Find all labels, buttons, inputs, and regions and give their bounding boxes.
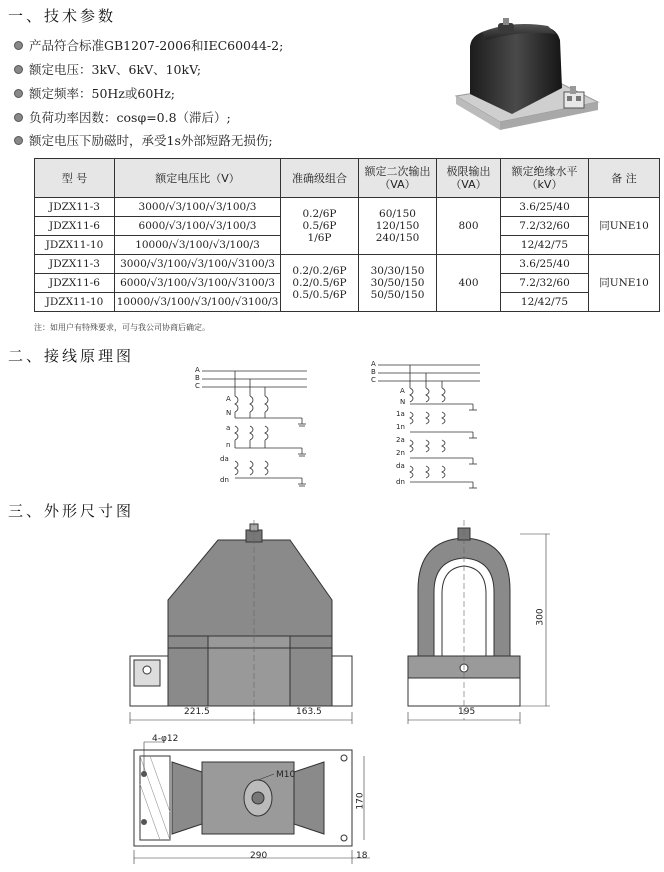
bullet-item: 产品符合标准GB1207-2006和IEC60044-2; [14,36,283,54]
table-note: 注：如用户有特殊要求，可与我公司协商后确定。 [34,323,210,332]
dim-plan-offset: 18 [356,851,368,861]
product-photo [452,18,602,134]
plan-view-drawing [124,732,374,868]
terminal-label: N [226,409,232,417]
terminal-label: 1n [396,423,405,431]
bullet-dot-icon [14,113,23,122]
wiring-diagram-right [368,360,488,492]
dim-side-width: 195 [458,707,476,717]
section-dims-title: 三、外形尺寸图 [8,502,135,520]
header-model: 型 号 [35,159,115,198]
bullet-item: 额定频率：50Hz或60Hz; [14,84,175,102]
terminal-label: a [226,424,231,432]
terminal-label: n [226,441,231,449]
table-row: JDZX11-3 3000/√3/100/√3/100/√3100/3 0.2/0.2/6P 0.2/0.5/6P 0.5/0.5/6P 30/30/150 30/50/150 50/50/150 400 3.6/25/40 同UNE10 [35,255,660,274]
phase-labels-left: A B C [195,366,200,390]
terminal-label: da [396,462,405,470]
phase-labels-right: A B C [371,360,376,384]
terminal-label: da [220,455,229,463]
header-limit: 极限输出（VA） [437,159,501,198]
bullet-dot-icon [14,41,23,50]
header-remark: 备 注 [589,159,660,198]
table-row: JDZX11-10 10000/√3/100/√3/100/√3100/3 12/42/75 [35,293,660,312]
section-wiring-title: 二、接线原理图 [8,347,135,365]
front-view-drawing [120,520,360,730]
terminal-label: dn [220,476,229,484]
dim-hole-spec: 4-φ12 [152,734,179,744]
table-row: JDZX11-3 3000/√3/100/√3/100/3 0.2/6P 0.5/6P 1/6P 60/150 120/150 240/150 800 3.6/25/40 同UNE10 [35,198,660,217]
terminal-label: dn [396,478,405,486]
wiring-diagram-left [192,366,312,494]
bullet-item: 额定电压下励磁时，承受1s外部短路无损伤; [14,131,273,149]
header-secondary: 额定二次输出（VA） [359,159,437,198]
terminal-label: 1a [396,410,405,418]
dim-plan-width: 170 [355,792,366,810]
bullet-dot-icon [14,136,23,145]
table-row: JDZX11-6 6000/√3/100/√3/100/√3100/3 7.2/32/60 [35,274,660,293]
header-accuracy: 准确级组合 [281,159,359,198]
table-header-row [35,159,660,198]
terminal-label: 2a [396,436,405,444]
dim-side-height: 300 [535,608,546,626]
terminal-label: A [400,387,405,395]
terminal-label: N [400,398,406,406]
header-ratio: 额定电压比（V） [115,159,281,198]
spec-table [34,158,660,312]
side-view-drawing [398,520,558,730]
dim-front-left: 221.5 [184,707,210,717]
terminal-label: 2n [396,449,405,457]
bullet-item: 额定电压：3kV、6kV、10kV; [14,60,201,78]
bullet-dot-icon [14,89,23,98]
dim-bolt-spec: M10 [276,770,296,780]
table-row: JDZX11-6 6000/√3/100/√3/100/3 7.2/32/60 [35,217,660,236]
dim-plan-length: 290 [250,851,268,861]
dim-front-right: 163.5 [296,707,322,717]
bullet-item: 负荷功率因数：cosφ=0.8（滞后）; [14,108,231,126]
table-row: JDZX11-10 10000/√3/100/√3/100/3 12/42/75 [35,236,660,255]
section-tech-title: 一、技术参数 [8,7,117,25]
terminal-label: A [226,395,231,403]
header-insulation: 额定绝缘水平（kV） [501,159,589,198]
bullet-dot-icon [14,65,23,74]
